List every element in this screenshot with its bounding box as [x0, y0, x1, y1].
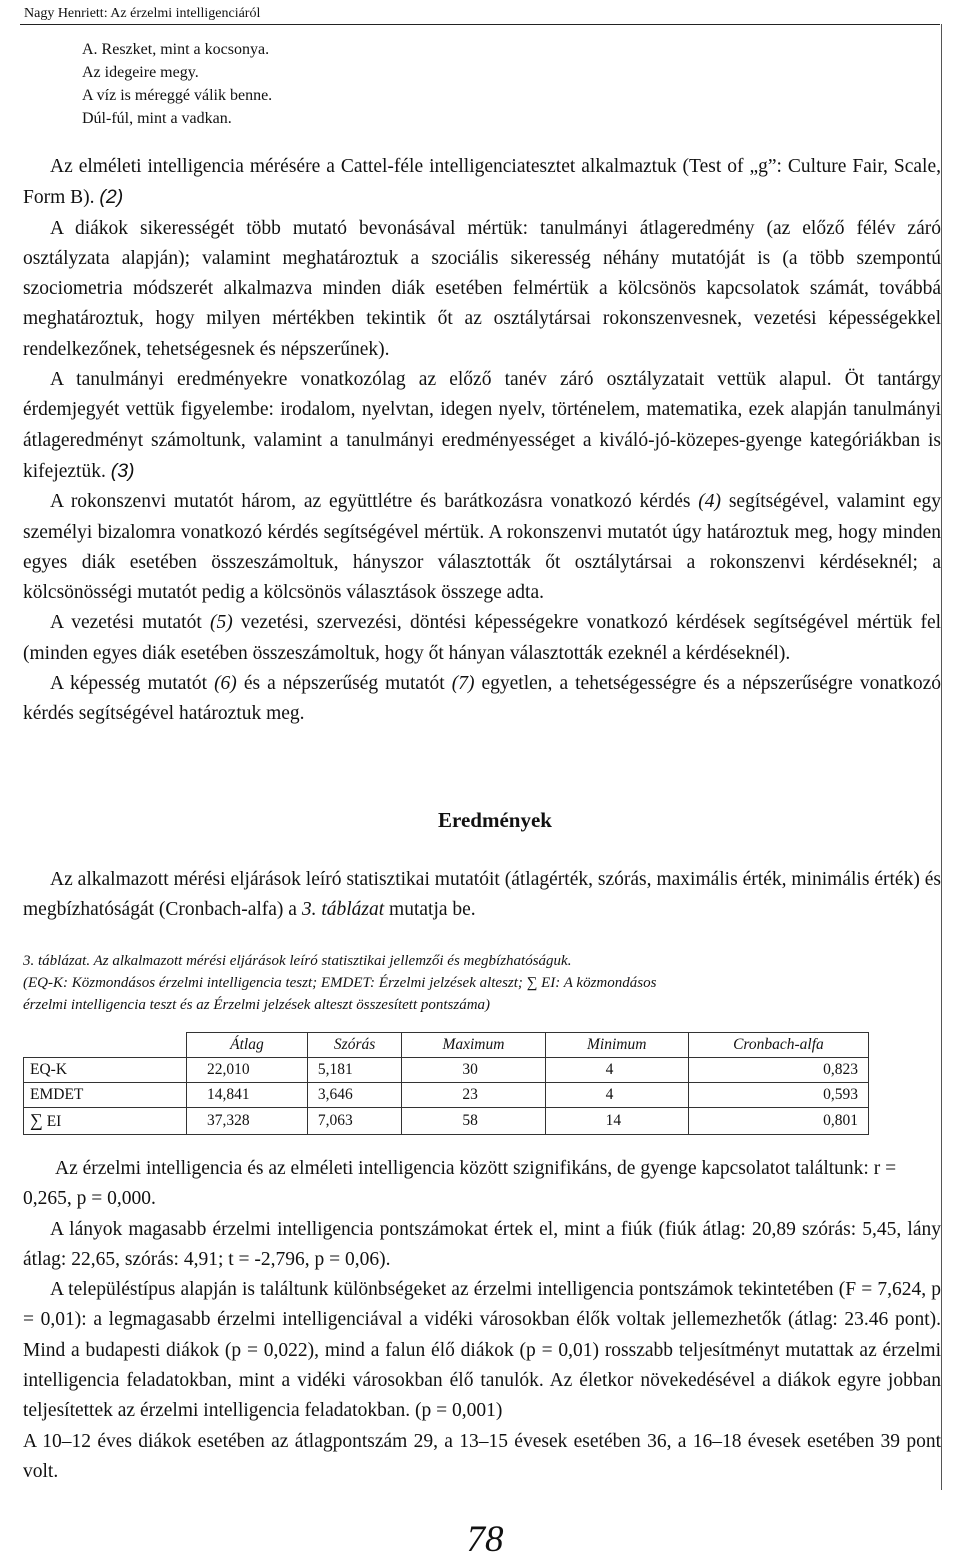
- table-reference: 3. táblázat: [301, 899, 385, 921]
- cell-eqk-atlag: 22,010: [187, 1058, 308, 1083]
- methods-p4-text-a: A rokonszenvi mutatót három, az együttlétre és barátkozásra vonatkozó kérdés: [50, 491, 691, 513]
- sum-symbol-row: ∑: [30, 1110, 43, 1130]
- footnote-ref-7: (7): [451, 673, 475, 695]
- caption-line-2: [23, 972, 941, 994]
- methods-p4-text-b: segítségével, valamint egy személyi bizalomra vonatkozó kérdés segítségével mértük. A rokonszenvi mutatót úgy határoztuk meg, hogy minden egyes diák esetében összeszámoltuk, hányszor választották őt osztálytársai a rokonszenvi kérdéseknél; a kölcsönösségi mutatót pedig a kölcsönös választások összege adta.: [23, 491, 942, 604]
- methods-p3-text: A tanulmányi eredményekre vonatkozólag az előző tanév záró osztályzatait vettük alapul. Öt tantárgy érdemjegyét vettük figyelembe: irodalom, nyelvtan, idegen nyelv, történelem, matematika, ezek alapján tanulmányi átlageredményt számoltunk, valamint a tanulmányi eredményességet a kiváló-jó-közepes-gyenge kategóriákban is kifejeztük.: [23, 369, 941, 482]
- methods-p5-text-a: A vezetési mutatót: [50, 612, 202, 634]
- methods-paragraph-4: [23, 487, 941, 608]
- row-label-eqk: EQ-K: [24, 1058, 187, 1083]
- results-intro-text-a: Az alkalmazott mérési eljárások leíró statisztikai mutatóit (átlagérték, szórás, maximális érték, minimális érték) és megbízhatóságát (Cronbach-alfa) a: [23, 869, 941, 921]
- running-header: Nagy Henriett: Az érzelmi intelligenciáról: [24, 6, 261, 21]
- col-header-atlag: Átlag: [187, 1033, 308, 1058]
- cell-ei-cronbach: 0,801: [688, 1108, 868, 1135]
- footnote-ref-3: (3): [110, 459, 135, 482]
- cell-emdet-minimum: 4: [545, 1083, 688, 1108]
- methods-paragraph-3: [23, 365, 941, 487]
- footnote-ref-6: (6): [214, 673, 237, 695]
- statistics-table-wrapper: [23, 1032, 869, 1135]
- finding-correlation: Az érzelmi intelligencia és az elméleti intelligencia között szignifikáns, de gyenge kapcsolatot találtunk: r = 0,265, p = 0,000.: [23, 1158, 897, 1210]
- finding-gender: A lányok magasabb érzelmi intelligencia pontszámokat értek el, mint a fiúk (fiúk átlag: 20,89 szórás: 5,45, lány átlag: 22,65, szórás: 4,91; t = -2,796, p = 0,06).: [23, 1218, 941, 1270]
- cell-ei-maximum: 58: [402, 1108, 545, 1135]
- caption-line-3: érzelmi intelligencia teszt és az Érzelmi jelzések alteszt összesített pontszáma): [23, 997, 491, 1013]
- col-header-maximum: Maximum: [402, 1033, 545, 1058]
- cell-emdet-maximum: 23: [402, 1083, 545, 1108]
- option-a: A. Reszket, mint a kocsonya.: [82, 41, 270, 58]
- header-rule: [20, 24, 940, 25]
- cell-eqk-szoras: 5,181: [307, 1058, 401, 1083]
- table-header-row: [24, 1033, 869, 1058]
- caption-line-2-b: EI: A közmondásos: [541, 975, 657, 991]
- page-number: 78: [466, 1519, 504, 1560]
- results-heading: Eredmények: [438, 808, 552, 832]
- table-corner-cell: [24, 1033, 187, 1058]
- option-c: A víz is méreggé válik benne.: [82, 87, 273, 104]
- finding-age: A 10–12 éves diákok esetében az átlagpontszám 29, a 13–15 évesek esetében 36, a 16–18 évesek esetében 39 pont volt.: [23, 1430, 941, 1482]
- cell-ei-atlag: 37,328: [187, 1108, 308, 1135]
- methods-paragraph-1: [23, 152, 941, 214]
- cell-ei-szoras: 7,063: [307, 1108, 401, 1135]
- footnote-ref-5: (5): [209, 612, 233, 634]
- results-intro-paragraph: [23, 865, 941, 926]
- table-row: [24, 1058, 869, 1083]
- methods-p5-text-b: vezetési, szervezési, döntési képességekre vonatkozó kérdések segítségével mértük fel (minden egyes diák esetében összeszámoltuk, hogy őt hányan választották ezeknél a kérdéseknél).: [23, 612, 942, 664]
- answer-options: [82, 38, 272, 130]
- option-b: Az idegeire megy.: [82, 64, 199, 81]
- table-row: [24, 1083, 869, 1108]
- cell-emdet-cronbach: 0,593: [688, 1083, 868, 1108]
- row-label-ei-text: EI: [46, 1113, 62, 1130]
- cell-emdet-szoras: 3,646: [307, 1083, 401, 1108]
- methods-p6-text-b: és a népszerűség mutatót: [243, 673, 445, 695]
- table-caption: [23, 950, 941, 1016]
- margin-rule: [941, 24, 942, 1490]
- methods-p6-text-a: A képesség mutatót: [50, 673, 208, 695]
- cell-emdet-atlag: 14,841: [187, 1083, 308, 1108]
- cell-eqk-minimum: 4: [545, 1058, 688, 1083]
- cell-ei-minimum: 14: [545, 1108, 688, 1135]
- footnote-ref-4: (4): [698, 491, 722, 513]
- methods-paragraph-2: A diákok sikerességét több mutató bevonásával mértük: tanulmányi átlageredmény (az előző félév záró osztályzata alapján); valamint meghatároztuk a szociális sikeresség néhány mutatóját is (a több szempontú szociometria módszerét alkalmazva minden diák esetében felmértük a kölcsönös kapcsolatok számát, továbbá meghatároztuk, hogy milyen mértékben tekintik őt az osztálytársai rokonszenvesnek, vezetési képességekkel rendelkezőnek, tehetségesnek és népszerűnek).: [23, 217, 941, 360]
- results-intro-text-b: mutatja be.: [389, 899, 476, 921]
- methods-paragraph-6: [23, 669, 941, 730]
- methods-paragraph-5: [23, 608, 941, 669]
- caption-line-2-a: (EQ-K: Közmondásos érzelmi intelligencia teszt; EMDET: Érzelmi jelzések alteszt;: [23, 975, 523, 991]
- sum-symbol-caption: ∑: [526, 975, 538, 991]
- col-header-cronbach: Cronbach-alfa: [688, 1033, 868, 1058]
- caption-line-1: 3. táblázat. Az alkalmazott mérési eljárások leíró statisztikai jellemzői és megbízhatóságuk.: [23, 953, 572, 969]
- table-row: [24, 1108, 869, 1135]
- row-label-sum-ei: [24, 1108, 187, 1135]
- findings-section: [23, 1154, 941, 1487]
- cell-eqk-maximum: 30: [402, 1058, 545, 1083]
- cell-eqk-cronbach: 0,823: [688, 1058, 868, 1083]
- statistics-table: [23, 1032, 869, 1135]
- footnote-ref-2: (2): [99, 186, 124, 209]
- methods-p1-text: Az elméleti intelligencia mérésére a Cattel-féle intelligenciatesztet alkalmaztuk (Test of „g”: Culture Fair, Scale, Form B).: [23, 156, 941, 209]
- methods-p6-text-c: egyetlen, a tehetségességre és a népszerűségre vonatkozó kérdés segítségével határoztuk meg.: [23, 673, 942, 725]
- methods-section: [23, 152, 941, 730]
- col-header-minimum: Minimum: [545, 1033, 688, 1058]
- finding-settlement: A településtípus alapján is találtunk különbségeket az érzelmi intelligencia pontszámok tekintetében (F = 7,624, p = 0,01): a legmagasabb érzelmi intelligenciával a vidéki városokban élők voltak jellemezhetők (átlag: 23.46 pont). Mind a budapesti diákok (p = 0,022), mind a falun élő diákok (p = 0,01) rosszabb teljesítményt mutattak az érzelmi intelligencia feladatokban, mint a vidéki városokban élő tanulók. Az életkor növekedésével a diákok egyre jobban teljesítettek az érzelmi intelligencia feladatokban. (p = 0,001): [23, 1279, 941, 1422]
- option-d: Dúl-fúl, mint a vadkan.: [82, 110, 232, 127]
- results-intro: [23, 865, 941, 926]
- col-header-szoras: Szórás: [307, 1033, 401, 1058]
- row-label-emdet: EMDET: [24, 1083, 187, 1108]
